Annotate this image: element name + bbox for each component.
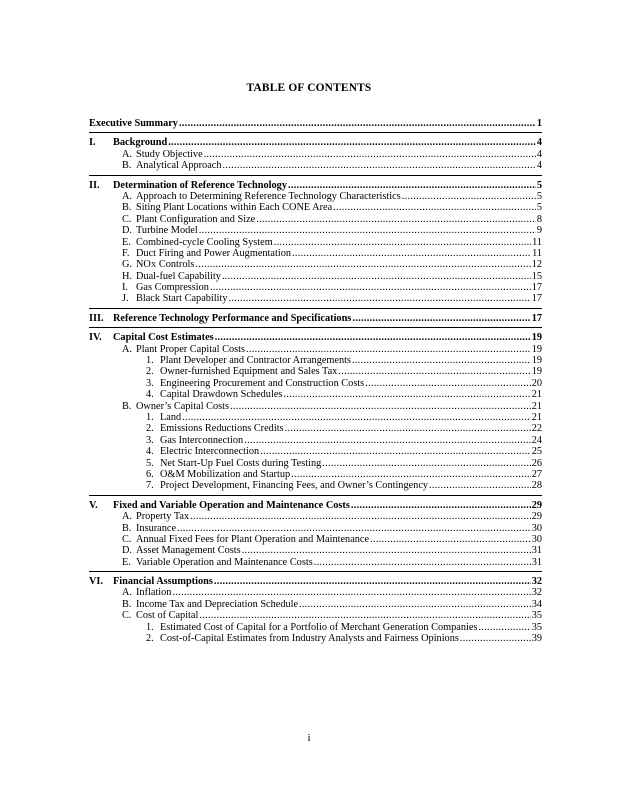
toc-leader-dots xyxy=(179,118,536,129)
toc-entry-title: Income Tax and Depreciation Schedule xyxy=(136,598,299,610)
toc-entry-number: H. xyxy=(122,270,133,282)
toc-entry[interactable] xyxy=(89,599,542,610)
section-divider xyxy=(89,132,542,133)
toc-leader-dots xyxy=(478,622,530,633)
toc-entry-number: IV. xyxy=(89,332,102,344)
toc-entry-number: A. xyxy=(122,587,133,599)
toc-entry[interactable] xyxy=(89,401,542,412)
toc-leader-dots xyxy=(322,458,530,469)
toc-entry-page: 29 xyxy=(531,499,542,511)
toc-entry[interactable] xyxy=(89,423,542,434)
toc-entry[interactable] xyxy=(89,214,542,225)
toc-entry[interactable] xyxy=(89,344,542,355)
toc-entry[interactable] xyxy=(89,576,542,587)
toc-entry[interactable] xyxy=(89,622,542,633)
toc-entry[interactable] xyxy=(89,180,542,191)
toc-entry[interactable] xyxy=(89,446,542,457)
toc-leader-dots xyxy=(370,534,531,545)
toc-entry-number: B. xyxy=(122,160,132,172)
toc-entry[interactable] xyxy=(89,523,542,534)
toc-entry[interactable] xyxy=(89,332,542,343)
toc-entry[interactable] xyxy=(89,378,542,389)
toc-entry-number: A. xyxy=(122,343,133,355)
toc-entry-page: 19 xyxy=(531,343,542,355)
toc-entry-number: D. xyxy=(122,545,133,557)
toc-entry[interactable] xyxy=(89,633,542,644)
toc-entry[interactable] xyxy=(89,259,542,270)
toc-leader-dots xyxy=(352,313,530,324)
toc-entry-page: 19 xyxy=(531,332,542,344)
toc-leader-dots xyxy=(204,149,536,160)
toc-entry[interactable] xyxy=(89,118,542,129)
toc-entry-title: Plant Proper Capital Costs xyxy=(136,343,245,355)
toc-entry-title: Property Tax xyxy=(136,511,190,523)
toc-entry[interactable] xyxy=(89,610,542,621)
toc-entry-title: Background xyxy=(113,137,168,149)
toc-entry-page: 4 xyxy=(536,148,542,160)
toc-entry-page: 34 xyxy=(531,598,542,610)
toc-entry[interactable] xyxy=(89,149,542,160)
toc-leader-dots xyxy=(190,511,531,522)
toc-entry-number: B. xyxy=(122,202,132,214)
toc-entry[interactable] xyxy=(89,202,542,213)
toc-leader-dots xyxy=(256,214,536,225)
toc-entry-page: 30 xyxy=(531,522,542,534)
toc-entry-number: I. xyxy=(122,282,129,294)
toc-entry[interactable] xyxy=(89,191,542,202)
toc-leader-dots xyxy=(260,446,531,457)
toc-entry-title: Emissions Reductions Credits xyxy=(160,423,284,435)
toc-entry-title: Executive Summary xyxy=(89,118,178,129)
toc-entry-page: 35 xyxy=(531,610,542,622)
toc-leader-dots xyxy=(177,523,531,534)
toc-entry-page: 31 xyxy=(531,556,542,568)
toc-entry-number: I. xyxy=(89,137,96,149)
toc-entry-page: 4 xyxy=(536,160,542,172)
section-divider xyxy=(89,327,542,328)
toc-leader-dots xyxy=(352,355,531,366)
toc-leader-dots xyxy=(195,259,530,270)
toc-leader-dots xyxy=(429,480,531,491)
toc-entry-page: 28 xyxy=(531,480,542,492)
toc-entry-page: 5 xyxy=(536,179,542,191)
toc-entry-title: Determination of Reference Technology xyxy=(113,179,287,191)
toc-entry-title: Annual Fixed Fees for Plant Operation and Maintenance xyxy=(136,533,370,545)
toc-entry-number: 2. xyxy=(146,423,154,435)
toc-leader-dots xyxy=(230,401,531,412)
toc-entry-page: 12 xyxy=(531,259,542,271)
toc-entry-page: 39 xyxy=(531,633,542,645)
toc-entry-title: Approach to Determining Reference Technology Characteristics xyxy=(136,190,401,202)
toc-entry-title: Insurance xyxy=(136,522,177,534)
toc-entry-title: Net Start-Up Fuel Costs during Testing xyxy=(160,457,322,469)
toc-entry[interactable] xyxy=(89,469,542,480)
toc-entry[interactable] xyxy=(89,248,542,259)
toc-leader-dots xyxy=(351,500,531,511)
toc-entry-title: Inflation xyxy=(136,587,172,599)
toc-entry-number: A. xyxy=(122,511,133,523)
toc-leader-dots xyxy=(274,237,531,248)
toc-entry-number: 4. xyxy=(146,389,154,401)
toc-entry-page: 22 xyxy=(531,423,542,435)
toc-entry-title: Project Development, Financing Fees, and Owner’s Contingency xyxy=(160,480,429,492)
toc-leader-dots xyxy=(215,332,531,343)
toc-entry-page: 32 xyxy=(531,576,542,588)
toc-entry-page: 17 xyxy=(531,282,542,294)
toc-leader-dots xyxy=(223,160,536,171)
toc-entry-title: Combined-cycle Cooling System xyxy=(136,236,273,248)
toc-entry-title: Asset Management Costs xyxy=(136,545,241,557)
toc-entry-title: O&M Mobilization and Startup xyxy=(160,468,291,480)
toc-entry-page: 30 xyxy=(531,533,542,545)
toc-entry-page: 25 xyxy=(531,446,542,458)
toc-entry-number: F. xyxy=(122,247,130,259)
toc-entry-page: 20 xyxy=(531,377,542,389)
toc-entry[interactable] xyxy=(89,545,542,556)
toc-leader-dots xyxy=(338,366,530,377)
toc-entry-title: Dual-fuel Capability xyxy=(136,270,221,282)
toc-entry-number: 2. xyxy=(146,366,154,378)
toc-entry-page: 17 xyxy=(531,293,542,305)
toc-entry-page: 11 xyxy=(532,236,542,248)
toc-leader-dots xyxy=(314,557,531,568)
toc-entry-number: II. xyxy=(89,179,100,191)
toc-entry-title: Cost of Capital xyxy=(136,610,199,622)
toc-entry[interactable] xyxy=(89,511,542,522)
section-divider xyxy=(89,175,542,176)
toc-entry-page: 29 xyxy=(531,511,542,523)
toc-entry-page: 26 xyxy=(531,457,542,469)
toc-entry-title: Plant Configuration and Size xyxy=(136,213,256,225)
toc-entry-title: Land xyxy=(160,411,182,423)
toc-entry-number: E. xyxy=(122,556,131,568)
toc-entry-number: 4. xyxy=(146,446,154,458)
toc-entry-number: G. xyxy=(122,259,133,271)
toc-entry-title: Owner-furnished Equipment and Sales Tax xyxy=(160,366,338,378)
toc-entry[interactable] xyxy=(89,293,542,304)
toc-entry[interactable] xyxy=(89,160,542,171)
toc-entry[interactable] xyxy=(89,587,542,598)
toc-leader-dots xyxy=(402,191,536,202)
toc-entry-number: C. xyxy=(122,610,132,622)
toc-entry-page: 21 xyxy=(531,400,542,412)
toc-leader-dots xyxy=(283,389,530,400)
toc-entry-page: 11 xyxy=(532,247,542,259)
toc-entry[interactable] xyxy=(89,271,542,282)
toc-entry-number: C. xyxy=(122,533,132,545)
toc-entry-title: Analytical Approach xyxy=(136,160,222,172)
toc-entry[interactable] xyxy=(89,355,542,366)
toc-entry-number: C. xyxy=(122,213,132,225)
toc-leader-dots xyxy=(333,202,536,213)
toc-leader-dots xyxy=(299,599,531,610)
toc-leader-dots xyxy=(182,412,531,423)
toc-entry-title: Study Objective xyxy=(136,148,203,160)
section-divider xyxy=(89,495,542,496)
toc-entry-title: Black Start Capability xyxy=(136,293,228,305)
toc-entry[interactable] xyxy=(89,412,542,423)
toc-entry-title: Gas Interconnection xyxy=(160,434,244,446)
toc-entry-number: B. xyxy=(122,598,132,610)
toc-entry-page: 9 xyxy=(536,225,542,237)
toc-leader-dots xyxy=(199,610,530,621)
toc-entry-page: 21 xyxy=(531,411,542,423)
toc-leader-dots xyxy=(292,248,531,259)
toc-entry-title: Variable Operation and Maintenance Costs xyxy=(136,556,313,568)
toc-entry-number: 1. xyxy=(146,355,154,367)
toc-entry[interactable] xyxy=(89,225,542,236)
toc-leader-dots xyxy=(365,378,531,389)
toc-entry[interactable] xyxy=(89,313,542,324)
toc-entry-title: Estimated Cost of Capital for a Portfolio of Merchant Generation Companies xyxy=(160,621,478,633)
toc-leader-dots xyxy=(199,225,536,236)
toc-list xyxy=(89,118,542,644)
toc-entry-page: 4 xyxy=(536,137,542,149)
toc-title: TABLE OF CONTENTS xyxy=(246,82,372,94)
toc-entry[interactable] xyxy=(89,366,542,377)
toc-entry-title: Financial Assumptions xyxy=(113,576,213,588)
toc-entry-title: Cost-of-Capital Estimates from Industry Analysts and Fairness Opinions xyxy=(160,633,459,645)
toc-entry[interactable] xyxy=(89,458,542,469)
toc-entry-title: Fixed and Variable Operation and Maintenance Costs xyxy=(113,499,350,511)
toc-entry-title: Duct Firing and Power Augmentation xyxy=(136,247,292,259)
toc-entry-page: 17 xyxy=(531,312,542,324)
toc-entry-number: A. xyxy=(122,148,133,160)
toc-entry-number: A. xyxy=(122,190,133,202)
toc-entry-number: E. xyxy=(122,236,131,248)
toc-entry[interactable] xyxy=(89,480,542,491)
toc-entry[interactable] xyxy=(89,237,542,248)
toc-leader-dots xyxy=(214,576,531,587)
toc-entry-page: 24 xyxy=(531,434,542,446)
toc-entry-page: 21 xyxy=(531,389,542,401)
toc-entry[interactable] xyxy=(89,282,542,293)
toc-entry-page: 32 xyxy=(531,587,542,599)
toc-entry-page: 1 xyxy=(536,118,542,129)
toc-leader-dots xyxy=(229,293,531,304)
toc-leader-dots xyxy=(172,587,530,598)
toc-entry-number: VI. xyxy=(89,576,104,588)
toc-leader-dots xyxy=(242,545,531,556)
page-number: i xyxy=(307,732,311,744)
toc-entry-page: 31 xyxy=(531,545,542,557)
toc-entry-number: B. xyxy=(122,400,132,412)
toc-entry-page: 15 xyxy=(531,270,542,282)
toc-leader-dots xyxy=(246,344,531,355)
toc-leader-dots xyxy=(244,435,531,446)
toc-entry-title: Reference Technology Performance and Specifications xyxy=(113,312,352,324)
toc-entry-number: B. xyxy=(122,522,132,534)
toc-entry-page: 27 xyxy=(531,468,542,480)
toc-entry-number: J. xyxy=(122,293,129,305)
toc-entry-title: Electric Interconnection xyxy=(160,446,260,458)
toc-entry-title: NOX Controls xyxy=(136,259,195,271)
toc-leader-dots xyxy=(168,137,536,148)
toc-entry-title: Owner’s Capital Costs xyxy=(136,400,230,412)
toc-entry-number: 1. xyxy=(146,411,154,423)
section-divider xyxy=(89,571,542,572)
toc-entry[interactable] xyxy=(89,389,542,400)
toc-entry-page: 19 xyxy=(531,355,542,367)
toc-entry-page: 35 xyxy=(531,621,542,633)
toc-entry-title: Capital Cost Estimates xyxy=(113,332,214,344)
toc-entry[interactable] xyxy=(89,435,542,446)
toc-entry-title: Capital Drawdown Schedules xyxy=(160,389,283,401)
toc-entry-number: 2. xyxy=(146,633,154,645)
toc-leader-dots xyxy=(291,469,531,480)
toc-leader-dots xyxy=(210,282,531,293)
toc-leader-dots xyxy=(222,271,531,282)
toc-entry[interactable] xyxy=(89,534,542,545)
toc-entry-number: 1. xyxy=(146,621,154,633)
toc-entry-title: Turbine Model xyxy=(136,225,198,237)
toc-entry-page: 5 xyxy=(536,202,542,214)
toc-entry-page: 8 xyxy=(536,213,542,225)
toc-entry-page: 5 xyxy=(536,190,542,202)
toc-entry-number: 6. xyxy=(146,468,154,480)
toc-entry-number: 5. xyxy=(146,457,154,469)
toc-leader-dots xyxy=(285,423,531,434)
toc-entry-title: Gas Compression xyxy=(136,282,209,294)
section-divider xyxy=(89,308,542,309)
toc-entry-number: III. xyxy=(89,312,104,324)
toc-entry-number: 3. xyxy=(146,434,154,446)
toc-entry-number: 3. xyxy=(146,377,154,389)
toc-entry-number: 7. xyxy=(146,480,154,492)
toc-entry-page: 19 xyxy=(531,366,542,378)
toc-entry-number: V. xyxy=(89,499,98,511)
toc-entry[interactable] xyxy=(89,137,542,148)
toc-entry[interactable] xyxy=(89,500,542,511)
toc-entry-title: Plant Developer and Contractor Arrangements xyxy=(160,355,352,367)
toc-leader-dots xyxy=(460,633,531,644)
toc-entry[interactable] xyxy=(89,557,542,568)
toc-leader-dots xyxy=(288,180,536,191)
toc-entry-number: D. xyxy=(122,225,133,237)
toc-entry-title: Engineering Procurement and Construction Costs xyxy=(160,377,365,389)
toc-entry-title: Siting Plant Locations within Each CONE Area xyxy=(136,202,333,214)
